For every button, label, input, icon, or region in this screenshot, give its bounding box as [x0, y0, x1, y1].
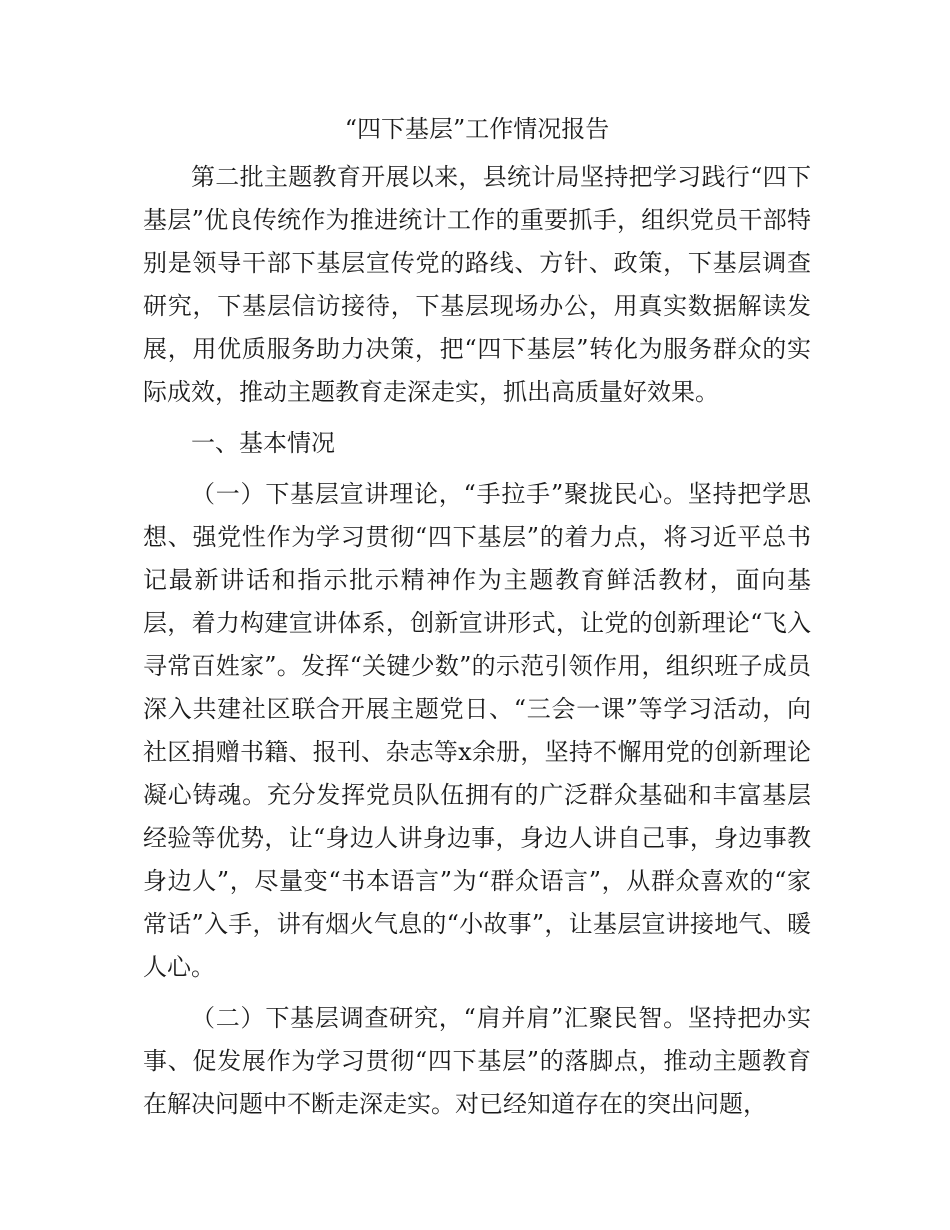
- intro-paragraph: 第二批主题教育开展以来，县统计局坚持把学习践行“四下基层”优良传统作为推进统计工作的重要抓手，组织党员干部特别是领导干部下基层宣传党的路线、方针、政策，下基层调查研究，下基层信访接待，下基层现场办公，用真实数据解读发展，用优质服务助力决策，把“四下基层”转化为服务群众的实际成效，推动主题教育走深走实，抓出高质量好效果。: [143, 163, 811, 406]
- paragraph-grassroots-lecture: （一）下基层宣讲理论，“手拉手”聚拢民心。坚持把学思想、强党性作为学习贯彻“四下基层”的着力点，将习近平总书记最新讲话和指示批示精神作为主题教育鲜活教材，面向基层，着力构建宣讲体系，创新宣讲形式，让党的创新理论“飞入寻常百姓家”。发挥“关键少数”的示范引领作用，组织班子成员深入共建社区联合开展主题党日、“三会一课”等学习活动，向社区捐赠书籍、报刊、杂志等x余册，坚持不懈用党的创新理论凝心铸魂。充分发挥党员队伍拥有的广泛群众基础和丰富基层经验等优势，让“身边人讲身边事，身边人讲自己事，身边事教身边人”，尽量变“书本语言”为“群众语言”，从群众喜欢的“家常话”入手，讲有烟火气息的“小故事”，让基层宣讲接地气、暖人心。: [143, 480, 811, 981]
- spacer: [143, 989, 811, 997]
- paragraph-grassroots-research: （二）下基层调查研究，“肩并肩”汇聚民智。坚持把办实事、促发展作为学习贯彻“四下基层”的落脚点，推动主题教育在解决问题中不断走深走实。对已经知道存在的突出问题，: [143, 1004, 811, 1118]
- document-title: “四下基层”工作情况报告: [344, 115, 610, 143]
- spacer: [143, 465, 811, 473]
- spacer: [143, 414, 811, 422]
- section-heading-basic-situation: 一、基本情况: [191, 429, 335, 457]
- document-body: [143, 108, 811, 1126]
